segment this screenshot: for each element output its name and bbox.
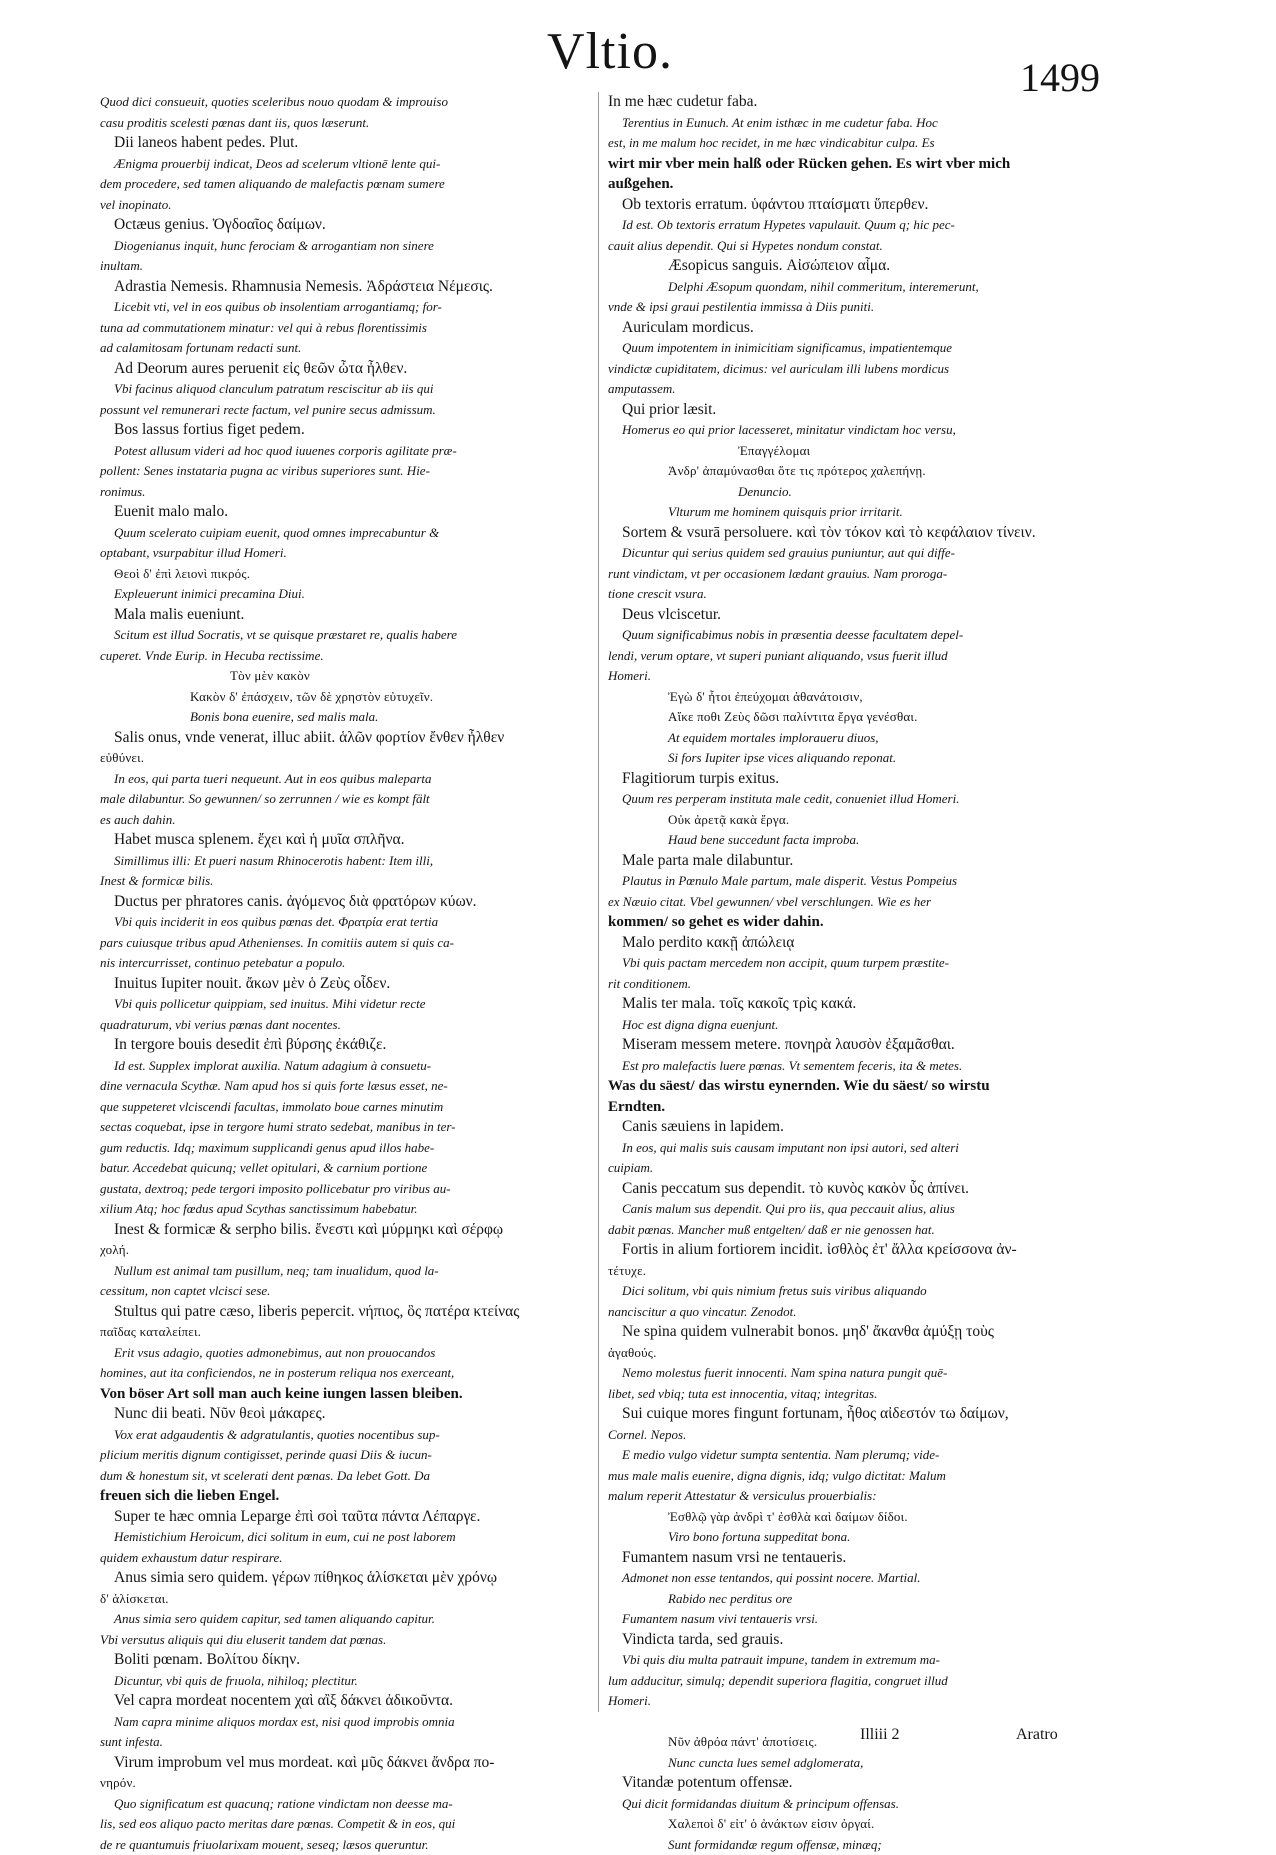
commentary-line: Vbi facinus aliquod clanculum patratum resciscitur ab iis qui	[100, 379, 588, 400]
commentary-line: Vbi quis pactam mercedem non accipit, quum turpem præstite-	[608, 953, 1074, 974]
commentary-line: est, in me malum hoc recidet, in me hæc vindicabitur culpa. Es	[608, 133, 1074, 154]
commentary-line: At equidem mortales imploraueru diuos,	[608, 728, 1074, 749]
adage-heading: Ob textoris erratum. ὑφάντου πταίσματι ὕπερθεν.	[608, 195, 1074, 216]
commentary-line: Nullum est animal tam pusillum, neq; tam inualidum, quod la-	[100, 1261, 588, 1282]
commentary-line: Erit vsus adagio, quoties admonebimus, aut non prouocandos	[100, 1343, 588, 1364]
commentary-line: Vox erat adgaudentis & adgratulantis, quoties nocentibus sup-	[100, 1425, 588, 1446]
commentary-line: Potest allusum videri ad hoc quod iuuenes corporis agilitate præ-	[100, 441, 588, 462]
commentary-line: sunt infesta.	[100, 1732, 588, 1753]
adage-heading: Ductus per phratores canis. ἀγόμενος διὰ φρατόρων κύων.	[100, 892, 588, 913]
greek-text-line: νηρόν.	[100, 1773, 588, 1794]
commentary-line: cuperet. Vnde Eurip. in Hecuba rectissime.	[100, 646, 588, 667]
commentary-line: Expleuerunt inimici precamina Diui.	[100, 584, 588, 605]
commentary-line: Bonis bona euenire, sed malis mala.	[100, 707, 588, 728]
commentary-line: Quum significabimus nobis in præsentia deesse facultatem depel-	[608, 625, 1074, 646]
adage-heading: Male parta male dilabuntur.	[608, 851, 1074, 872]
commentary-line: pollent: Senes instataria pugna ac viribus superiores sunt. Hie-	[100, 461, 588, 482]
commentary-line: In eos, qui parta tueri nequeunt. Aut in eos quibus maleparta	[100, 769, 588, 790]
commentary-line: dabit pœnas. Mancher muß entgelten/ daß er nie genossen hat.	[608, 1220, 1074, 1241]
commentary-line: Vbi quis diu multa patrauit impune, tandem in extremum ma-	[608, 1650, 1074, 1671]
commentary-line: lendi, verum optare, vt superi puniant aliquando, vsus fuerit illud	[608, 646, 1074, 667]
commentary-line: Nam capra minime aliquos mordax est, nisi quod improbis omnia	[100, 1712, 588, 1733]
commentary-line: optabant, vsurpabitur illud Homeri.	[100, 543, 588, 564]
commentary-line: quadraturum, vbi verius pœnas dant nocentes.	[100, 1015, 588, 1036]
commentary-line: runt vindictam, vt per occasionem lædant grauius. Nam proroga-	[608, 564, 1074, 585]
commentary-line: Homeri.	[608, 1691, 1074, 1712]
commentary-line: Est pro malefactis luere pœnas. Vt sementem feceris, ita & metes.	[608, 1056, 1074, 1077]
commentary-line: Vbi quis inciderit in eos quibus pœnas det. Φρατρία erat tertia	[100, 912, 588, 933]
commentary-line: Simillimus illi: Et pueri nasum Rhinocerotis habent: Item illi,	[100, 851, 588, 872]
greek-text-line: ἀγαθούς.	[608, 1343, 1074, 1364]
commentary-line: vel inopinato.	[100, 195, 588, 216]
greek-text-line: Τὸν μὲν κακὸν	[100, 666, 588, 687]
adage-heading: Auriculam mordicus.	[608, 318, 1074, 339]
commentary-line: Denuncio.	[608, 482, 1074, 503]
greek-text-line: Αἴκε ποθι Ζεὺς δῶσι παλίντιτα ἔργα γενέσθαι.	[608, 707, 1074, 728]
commentary-line: Diogenianus inquit, hunc ferociam & arrogantiam non sinere	[100, 236, 588, 257]
adage-heading: Boliti pœnam. Βολίτου δίκην.	[100, 1650, 588, 1671]
commentary-line: homines, aut ita conficiendos, ne in posterum reliqua nos exerceant,	[100, 1363, 588, 1384]
commentary-line: Hemistichium Heroicum, dici solitum in eum, cui ne post laborem	[100, 1527, 588, 1548]
adage-heading: Anus simia sero quidem. γέρων πίθηκος ἁλίσκεται μὲν χρόνῳ	[100, 1568, 588, 1589]
commentary-line: possunt vel remunerari recte factum, vel punire secus admissum.	[100, 400, 588, 421]
greek-text-line: Κακὸν δ' ἐπάσχειν, τῶν δὲ χρηστὸν εὐτυχεῖν.	[100, 687, 588, 708]
commentary-line: vnde & ipsi graui pestilentia immissa à Diis puniti.	[608, 297, 1074, 318]
commentary-line: batur. Accedebat quicunq; vellet opitulari, & carnium portione	[100, 1158, 588, 1179]
commentary-line: libet, sed vbiq; tuta est innocentia, vitaq; integritas.	[608, 1384, 1074, 1405]
commentary-line: Vlturum me hominem quisquis prior irritarit.	[608, 502, 1074, 523]
commentary-line: Si fors Iupiter ipse vices aliquando reponat.	[608, 748, 1074, 769]
commentary-line: lis, sed eos aliquo pacto meritas dare pœnas. Competit & in eos, qui	[100, 1814, 588, 1835]
commentary-line: Quum impotentem in inimicitiam significamus, impatientemque	[608, 338, 1074, 359]
commentary-line: dine vernacula Scythæ. Nam apud hos si quis forte læsus esset, ne-	[100, 1076, 588, 1097]
greek-text-line: Ἐγὼ δ' ἦτοι ἐπεύχομαι ἀθανάτοισιν,	[608, 687, 1074, 708]
commentary-line: nanciscitur a quo vincatur. Zenodot.	[608, 1302, 1074, 1323]
commentary-line: vindictæ cupiditatem, dicimus: vel auriculam illi lubens mordicus	[608, 359, 1074, 380]
adage-heading: Inuitus Iupiter nouit. ἄκων μὲν ὁ Ζεὺς οἶδεν.	[100, 974, 588, 995]
commentary-line: Id est. Supplex implorat auxilia. Natum adagium à consuetu-	[100, 1056, 588, 1077]
commentary-line: lum adducitur, simulq; dependit superiora flagitia, congruet illud	[608, 1671, 1074, 1692]
adage-heading: Stultus qui patre cæso, liberis pepercit. νήπιος, ὃς πατέρα κτείνας	[100, 1302, 588, 1323]
adage-heading: Virum improbum vel mus mordeat. καὶ μῦς δάκνει ἄνδρα πο-	[100, 1753, 588, 1774]
commentary-line: Canis malum sus dependit. Qui pro iis, qua peccauit alius, alius	[608, 1199, 1074, 1220]
commentary-line: Quum res perperam instituta male cedit, conueniet illud Homeri.	[608, 789, 1074, 810]
commentary-line: Ænigma prouerbij indicat, Deos ad scelerum vltionē lente qui-	[100, 154, 588, 175]
commentary-line: Quum scelerato cuipiam euenit, quod omnes imprecabuntur &	[100, 523, 588, 544]
commentary-line: Homerus eo qui prior lacesseret, minitatur vindictam hoc versu,	[608, 420, 1074, 441]
adage-heading: Euenit malo malo.	[100, 502, 588, 523]
adage-heading: Vitandæ potentum offensæ.	[608, 1773, 1074, 1794]
greek-text-line: Ἐσθλῷ γὰρ ἀνδρὶ τ' ἐσθλὰ καὶ δαίμων δίδοι.	[608, 1507, 1074, 1528]
commentary-line: male dilabuntur. So gewunnen/ so zerrunnen / wie es kompt fält	[100, 789, 588, 810]
commentary-line: Terentius in Eunuch. At enim isthæc in me cudetur faba. Hoc	[608, 113, 1074, 134]
adage-heading: Ad Deorum aures peruenit εἰς θεῶν ὦτα ἦλθεν.	[100, 359, 588, 380]
commentary-line: Viro bono fortuna suppeditat bona.	[608, 1527, 1074, 1548]
column-divider	[598, 92, 599, 1712]
german-gloss-line: kommen/ so gehet es wider dahin.	[608, 912, 1074, 933]
commentary-line: Vbi versutus aliquis qui diu eluserit tandem dat pœnas.	[100, 1630, 588, 1651]
page-number: 1499	[960, 54, 1100, 101]
commentary-line: gustata, dextroq; pede tergori imposito pollicebatur pro viribus au-	[100, 1179, 588, 1200]
adage-heading: Vel capra mordeat nocentem χαὶ αἲξ δάκνει ἀδικοῦντα.	[100, 1691, 588, 1712]
greek-text-line: Οὐκ ἀρετᾷ κακὰ ἔργα.	[608, 810, 1074, 831]
commentary-line: ronimus.	[100, 482, 588, 503]
adage-heading: Inest & formicæ & serpho bilis. ἔνεστι καὶ μύρμηκι καὶ σέρφῳ	[100, 1220, 588, 1241]
commentary-line: Admonet non esse tentandos, qui possint nocere. Martial.	[608, 1568, 1074, 1589]
adage-heading: Habet musca splenem. ἔχει καὶ ἡ μυῖα σπλῆνα.	[100, 830, 588, 851]
greek-text-line: Νῦν ἀθρόα πάντ' ἀποτίσεις.	[608, 1732, 1074, 1753]
commentary-line: Haud bene succedunt facta improba.	[608, 830, 1074, 851]
commentary-line: casu proditis scelesti pœnas dant iis, quos læserunt.	[100, 113, 588, 134]
commentary-line: tuna ad commutationem minatur: vel qui à rebus florentissimis	[100, 318, 588, 339]
adage-heading: Sui cuique mores fingunt fortunam, ἦθος αἰδεστόν τω δαίμων,	[608, 1404, 1074, 1425]
german-gloss-line: Erndten.	[608, 1097, 1074, 1118]
commentary-line: Hoc est digna digna euenjunt.	[608, 1015, 1074, 1036]
commentary-line: es auch dahin.	[100, 810, 588, 831]
adage-heading: Canis sæuiens in lapidem.	[608, 1117, 1074, 1138]
commentary-line: amputassem.	[608, 379, 1074, 400]
commentary-line: que suppeteret vlciscendi facultas, immolato boue carnes minutim	[100, 1097, 588, 1118]
commentary-line: Licebit vti, vel in eos quibus ob insolentiam arrogantiamq; for-	[100, 297, 588, 318]
right-column	[608, 92, 1074, 1732]
signature-mark: Illiii 2	[860, 1726, 900, 1744]
greek-text-line: Ἐπαγγέλομαι	[608, 441, 1074, 462]
commentary-line: Nemo molestus fuerit innocenti. Nam spina natura pungit quē-	[608, 1363, 1074, 1384]
adage-heading: Malo perdito κακῇ ἀπώλειᾳ	[608, 933, 1074, 954]
adage-heading: In me hæc cudetur faba.	[608, 92, 1074, 113]
commentary-line: Qui dicit formidandas diuitum & principum offensas.	[608, 1794, 1074, 1815]
commentary-line: Scitum est illud Socratis, vt se quisque præstaret re, qualis habere	[100, 625, 588, 646]
german-gloss-line: Von böser Art soll man auch keine iungen lassen bleiben.	[100, 1384, 588, 1405]
greek-text-line: δ' ἁλίσκεται.	[100, 1589, 588, 1610]
commentary-line: Homeri.	[608, 666, 1074, 687]
adage-heading: In tergore bouis desedit ἐπὶ βύρσης ἐκάθιζε.	[100, 1035, 588, 1056]
catchword: Aratro	[1016, 1726, 1058, 1744]
commentary-line: Sunt formidandæ regum offensæ, minæq;	[608, 1835, 1074, 1855]
adage-heading: Flagitiorum turpis exitus.	[608, 769, 1074, 790]
adage-heading: Fumantem nasum vrsi ne tentaueris.	[608, 1548, 1074, 1569]
adage-heading: Adrastia Nemesis. Rhamnusia Nemesis. Ἀδράστεια Νέμεσις.	[100, 277, 588, 298]
adage-heading: Ne spina quidem vulnerabit bonos. μηδ' ἄκανθα ἀμύξῃ τοὺς	[608, 1322, 1074, 1343]
commentary-line: Quod dici consueuit, quoties sceleribus nouo quodam & improuiso	[100, 92, 588, 113]
commentary-line: E medio vulgo videtur sumpta sententia. Nam plerumq; vide-	[608, 1445, 1074, 1466]
running-head: Vltio.	[480, 22, 740, 81]
commentary-line: Inest & formicæ bilis.	[100, 871, 588, 892]
adage-heading: Salis onus, vnde venerat, illuc abiit. ἁλῶν φορτίον ἔνθεν ἦλθεν	[100, 728, 588, 749]
commentary-line: mus male malis euenire, digna dignis, idq; vulgo dictitat: Malum	[608, 1466, 1074, 1487]
left-column	[100, 92, 588, 1732]
adage-heading: Dii laneos habent pedes. Plut.	[100, 133, 588, 154]
greek-text-line: Θεοὶ δ' ἐπὶ λειονὶ πικρός.	[100, 564, 588, 585]
commentary-line: Plautus in Pœnulo Male partum, male disperit. Vestus Pompeius	[608, 871, 1074, 892]
commentary-line: In eos, qui malis suis causam imputant non ipsi autori, sed alteri	[608, 1138, 1074, 1159]
commentary-line: cessitum, non captet vlcisci sese.	[100, 1281, 588, 1302]
adage-heading: Sortem & vsurā persoluere. καὶ τὸν τόκον καὶ τὸ κεφάλαιον τίνειν.	[608, 523, 1074, 544]
german-gloss-line: außgehen.	[608, 174, 1074, 195]
commentary-line: rit conditionem.	[608, 974, 1074, 995]
commentary-line: Dicuntur qui serius quidem sed grauius puniuntur, aut qui diffe-	[608, 543, 1074, 564]
commentary-line: Id est. Ob textoris erratum Hypetes vapulauit. Quum q; hic pec-	[608, 215, 1074, 236]
commentary-line: cauit alius dependit. Qui si Hypetes nondum constat.	[608, 236, 1074, 257]
commentary-line: sectas coquebat, ipse in tergore humi strato sedebat, manibus in ter-	[100, 1117, 588, 1138]
greek-text-line: παῖδας καταλείπει.	[100, 1322, 588, 1343]
commentary-line: gum reductis. Idq; maximum supplicandi genus apud illos habe-	[100, 1138, 588, 1159]
greek-text-line: εὐθύνει.	[100, 748, 588, 769]
greek-text-line: χολή.	[100, 1240, 588, 1261]
adage-heading: Miseram messem metere. πονηρὰ λαυσὸν ἐξαμᾶσθαι.	[608, 1035, 1074, 1056]
commentary-line: inultam.	[100, 256, 588, 277]
commentary-line: quidem exhaustum datur respirare.	[100, 1548, 588, 1569]
commentary-line: xilium Atq; hoc fœdus apud Scythas sanctissimum habebatur.	[100, 1199, 588, 1220]
adage-heading: Deus vlciscetur.	[608, 605, 1074, 626]
commentary-line: Dici solitum, vbi quis nimium fretus suis viribus aliquando	[608, 1281, 1074, 1302]
commentary-line: dem procedere, sed tamen aliquando de malefactis pœnam sumere	[100, 174, 588, 195]
greek-text-line: Χαλεποὶ δ' εἰτ' ὁ ἀνάκτων εἰσιν ὀργαί.	[608, 1814, 1074, 1835]
adage-heading: Nunc dii beati. Νῦν θεοὶ μάκαρες.	[100, 1404, 588, 1425]
adage-heading: Vindicta tarda, sed grauis.	[608, 1630, 1074, 1651]
commentary-line: Cornel. Nepos.	[608, 1425, 1074, 1446]
adage-heading: Super te hæc omnia Leparge ἐπὶ σοὶ ταῦτα πάντα Λέπαργε.	[100, 1507, 588, 1528]
german-gloss-line: Was du säest/ das wirstu eynernden. Wie du säest/ so wirstu	[608, 1076, 1074, 1097]
adage-heading: Malis ter mala. τοῖς κακοῖς τρὶς κακά.	[608, 994, 1074, 1015]
commentary-line: dum & honestum sit, vt scelerati dent pœnas. Da lebet Gott. Da	[100, 1466, 588, 1487]
adage-heading: Æsopicus sanguis. Αἰσώπειον αἷμα.	[608, 256, 1074, 277]
adage-heading: Mala malis eueniunt.	[100, 605, 588, 626]
commentary-line: Vbi quis pollicetur quippiam, sed inuitus. Mihi videtur recte	[100, 994, 588, 1015]
commentary-line: Rabido nec perditus ore	[608, 1589, 1074, 1610]
commentary-line: Fumantem nasum vivi tentaueris vrsi.	[608, 1609, 1074, 1630]
adage-heading: Bos lassus fortius figet pedem.	[100, 420, 588, 441]
german-gloss-line: freuen sich die lieben Engel.	[100, 1486, 588, 1507]
commentary-line: de re quantumuis friuolarixam mouent, seseq; læsos queruntur.	[100, 1835, 588, 1855]
commentary-line: nis intercurrisset, continuo petebatur a populo.	[100, 953, 588, 974]
commentary-line: malum reperit Attestatur & versiculus prouerbialis:	[608, 1486, 1074, 1507]
adage-heading: Canis peccatum sus dependit. τὸ κυνὸς κακὸν ὗς ἀπίνει.	[608, 1179, 1074, 1200]
commentary-line: tione crescit vsura.	[608, 584, 1074, 605]
commentary-line: cuipiam.	[608, 1158, 1074, 1179]
commentary-line: Delphi Æsopum quondam, nihil commeritum, interemerunt,	[608, 277, 1074, 298]
adage-heading: Fortis in alium fortiorem incidit. ἰσθλὸς ἐτ' ἄλλα κρείσσονα ἀν-	[608, 1240, 1074, 1261]
greek-text-line: τέτυχε.	[608, 1261, 1074, 1282]
commentary-line: plicium meritis dignum contigisset, perinde quasi Diis & iucun-	[100, 1445, 588, 1466]
commentary-line: pars cuiusque tribus apud Athenienses. In comitiis autem si quis ca-	[100, 933, 588, 954]
commentary-line: ad calamitosam fortunam redacti sunt.	[100, 338, 588, 359]
german-gloss-line: wirt mir vber mein halß oder Rücken gehen. Es wirt vber mich	[608, 154, 1074, 175]
commentary-line: Nunc cuncta lues semel adglomerata,	[608, 1753, 1074, 1774]
commentary-line	[608, 1712, 1074, 1733]
commentary-line: Quo significatum est quacunq; ratione vindictam non deesse ma-	[100, 1794, 588, 1815]
commentary-line: ex Næuio citat. Vbel gewunnen/ vbel verschlungen. Wie es her	[608, 892, 1074, 913]
adage-heading: Qui prior læsit.	[608, 400, 1074, 421]
commentary-line: Dicuntur, vbi quis de frıuola, nihiloq; plectitur.	[100, 1671, 588, 1692]
greek-text-line: Ἀνδρ' ἀπαμύνασθαι ὅτε τις πρότερος χαλεπήνῃ.	[608, 461, 1074, 482]
adage-heading: Octæus genius. Ὀγδοαῖος δαίμων.	[100, 215, 588, 236]
commentary-line: Anus simia sero quidem capitur, sed tamen aliquando capitur.	[100, 1609, 588, 1630]
